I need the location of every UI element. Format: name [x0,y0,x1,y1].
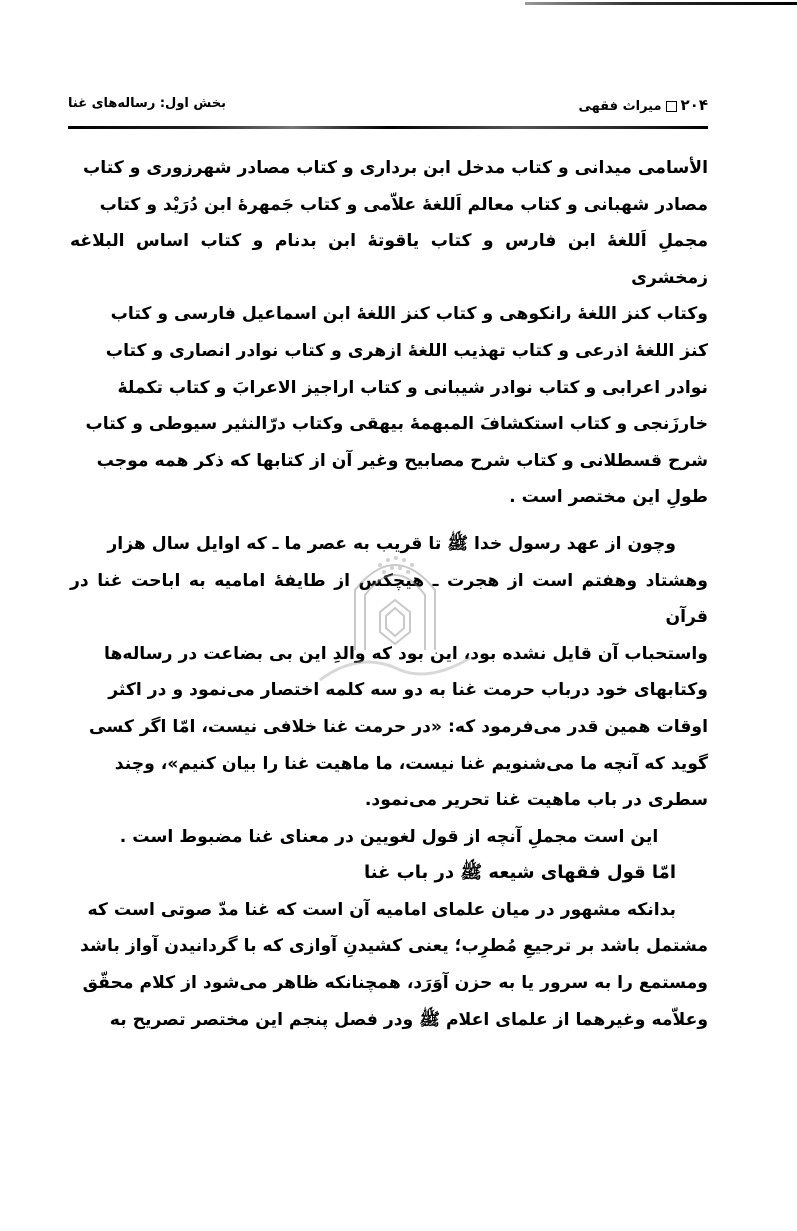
page-number: ۲۰۴ [680,96,708,114]
running-header [68,96,708,120]
text-line: وکتاب کنز اللغهٔ رانکوهی و کتاب کنز اللغهٔ ابن اسماعیل فارسی و کتاب [110,304,708,325]
text-line: الأسامی میدانی و کتاب مدخل ابن برداری و کتاب مصادر شهرزوری و کتاب [83,158,708,178]
scan-artifact-line [525,2,797,5]
square-separator-icon [666,101,677,112]
text-line: طولِ این مختصر است . [509,487,708,508]
book-title: میراث فقهی [578,99,662,114]
text-line: مجملِ اَللغهٔ ابن فارس و کتاب یاقوتهٔ ابن بدنام و کتاب اساس البلاغه زمخشری [70,231,708,288]
paragraph-1 [70,150,708,516]
text-line: واستحباب آن قایل نشده بود، این بود که والدِ این بی بضاعت در رساله‌ها [104,643,708,664]
text-line: ومستمع را به سرور یا به حزن آوَرَد، همچنانکه ظاهر می‌شود از کلام محقّق [82,973,708,994]
text-line: شرح قسطلانی و کتاب شرح مصابیح وغیر آن از کتابها که ذکر همه موجب [96,450,708,471]
text-line: این است مجملِ آنچه از قول لغویین در معنای غنا مضبوط است . [119,826,659,847]
text-line: اوقات همین قدر می‌فرمود که: «در حرمت غنا خلافی نیست، امّا اگر کسی [88,716,708,737]
paragraph-2 [70,526,708,819]
text-line: مشتمل باشد بر ترجیعِ مُطرِب؛ یعنی کشیدنِ آوازی که با گردانیدن آواز باشد [80,936,708,957]
text-line: خارزَنجی و کتاب استکشافَ المبهمهٔ بیهقی وکتاب درّالنثیر سیوطی و کتاب [85,414,708,435]
section-heading: امّا قول فقهای شیعه ﷺ در باب غنا [364,862,676,884]
text-line: سطری در باب ماهیت غنا تحریر می‌نمود. [364,790,708,811]
header-rule [68,126,708,129]
text-line: کنز اللغهٔ اذرعی و کتاب تهذیب اللغهٔ ازهری و کتاب نوادر انصاری و کتاب [105,340,708,361]
paragraph-4 [70,892,708,1038]
text-line: وچون از عهد رسول خدا ﷺ تا قریب به عصر ما ـ که اوایل سال هزار [107,533,676,554]
section-title: بخش اول: رساله‌های غنا [68,96,227,111]
text-line: نوادر اعرابی و کتاب نوادر شیبانی و کتاب اراجیز الاعرابَ و کتاب تکملهٔ [117,377,708,398]
text-line: مصادر شهبانی و کتاب معالم اَللغهٔ علاّمی و کتاب جَمهرهٔ ابن دُرَیْد و کتاب [99,194,708,215]
text-line: وکتابهای خود درباب حرمت غنا به دو سه کلمه اختصار می‌نمود و در اکثر [108,680,708,701]
paragraph-3 [70,819,708,856]
text-line: بدانکه مشهور در میان علمای امامیه آن است که غنا مدّ صوتی است که [87,899,676,920]
page-body [70,150,708,1038]
text-line: گوید که آنچه ما می‌شنویم غنا نیست، ما ماهیت غنا را بیان کنیم»، وچند [114,753,708,774]
header-book-info [578,96,708,114]
text-line: وعلاّمه وغیرهما از علمای اعلام ﷺ ودر فصل پنجم این مختصر تصریح به [109,1009,708,1030]
text-line: وهشتاد وهفتم است از هجرت ـ هیچکس از طایفهٔ امامیه به اباحت غنا در قرآن [70,570,708,628]
